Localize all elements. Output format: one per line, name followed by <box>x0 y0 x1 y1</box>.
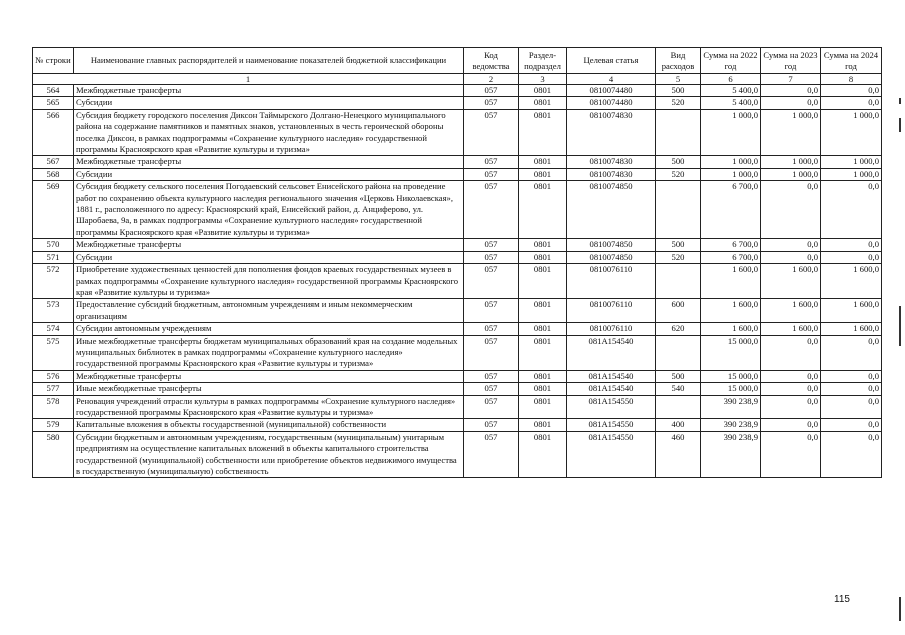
row-target-item: 081A154550 <box>567 395 656 419</box>
row-target-item: 0810074850 <box>567 251 656 263</box>
row-sum-2022: 5 400,0 <box>701 97 761 109</box>
row-section: 0801 <box>519 251 567 263</box>
row-name: Субсидии <box>74 168 464 180</box>
row-sum-2024: 1 600,0 <box>821 264 882 299</box>
row-department-code: 057 <box>464 395 519 419</box>
table-row <box>33 419 882 431</box>
row-sum-2022: 1 600,0 <box>701 299 761 323</box>
row-sum-2023: 1 000,0 <box>761 156 821 168</box>
row-target-item: 081A154540 <box>567 370 656 382</box>
row-section: 0801 <box>519 85 567 97</box>
row-number: 571 <box>33 251 74 263</box>
row-number: 566 <box>33 109 74 156</box>
row-name: Предоставление субсидий бюджетным, автономным учреждениям и иным некоммерческим организациям <box>74 299 464 323</box>
column-number: 8 <box>821 74 882 85</box>
header-expense-type: Вид расходов <box>656 48 701 74</box>
row-sum-2022: 15 000,0 <box>701 383 761 395</box>
table-row <box>33 370 882 382</box>
row-name: Субсидия бюджету городского поселения Диксон Таймырского Долгано-Ненецкого муниципального района на содержание памятников и памятных знаков, установленных в честь героической обороны поселка Диксон, в рамках подпрограммы «Сохранение культурного наследия» государственной программы Красноярского края «Развитие культуры и туризма» <box>74 109 464 156</box>
header-section: Раздел-подраздел <box>519 48 567 74</box>
scan-edge-mark <box>899 306 901 346</box>
row-department-code: 057 <box>464 168 519 180</box>
row-target-item: 0810074830 <box>567 156 656 168</box>
table-row <box>33 239 882 251</box>
row-section: 0801 <box>519 383 567 395</box>
row-sum-2024: 0,0 <box>821 239 882 251</box>
row-sum-2023: 0,0 <box>761 383 821 395</box>
row-sum-2023: 0,0 <box>761 251 821 263</box>
row-name: Субсидия бюджету сельского поселения Погодаевский сельсовет Енисейского района на проведение работ по сохранению объекта культурного наследия регионального значения «Церковь Николаевская», 1881 г., расположенного по адресу: Красноярский край, Енисейский район, д. Анциферово, ул. Шаробаева, 9а, в рамках подпрограммы «Сохранение культурного наследия» государственной программы Красноярского края «Развитие культуры и туризма» <box>74 181 464 239</box>
row-number: 572 <box>33 264 74 299</box>
row-target-item: 081A154540 <box>567 335 656 370</box>
row-department-code: 057 <box>464 431 519 478</box>
scan-edge-mark <box>899 98 901 104</box>
table-row <box>33 85 882 97</box>
column-number: 5 <box>656 74 701 85</box>
row-sum-2022: 5 400,0 <box>701 85 761 97</box>
row-section: 0801 <box>519 323 567 335</box>
row-sum-2023: 1 600,0 <box>761 299 821 323</box>
row-department-code: 057 <box>464 264 519 299</box>
row-department-code: 057 <box>464 383 519 395</box>
row-department-code: 057 <box>464 299 519 323</box>
row-expense-type: 540 <box>656 383 701 395</box>
row-department-code: 057 <box>464 323 519 335</box>
row-section: 0801 <box>519 181 567 239</box>
row-sum-2024: 1 600,0 <box>821 299 882 323</box>
row-sum-2024: 0,0 <box>821 419 882 431</box>
row-expense-type: 460 <box>656 431 701 478</box>
row-department-code: 057 <box>464 419 519 431</box>
row-department-code: 057 <box>464 97 519 109</box>
row-target-item: 0810074480 <box>567 85 656 97</box>
scan-edge-mark <box>899 597 901 621</box>
row-expense-type: 620 <box>656 323 701 335</box>
row-section: 0801 <box>519 395 567 419</box>
row-number: 576 <box>33 370 74 382</box>
row-target-item: 0810074480 <box>567 97 656 109</box>
row-sum-2023: 0,0 <box>761 370 821 382</box>
row-number: 577 <box>33 383 74 395</box>
row-sum-2023: 0,0 <box>761 85 821 97</box>
row-sum-2022: 1 000,0 <box>701 109 761 156</box>
row-sum-2024: 1 000,0 <box>821 156 882 168</box>
row-sum-2023: 1 600,0 <box>761 323 821 335</box>
row-section: 0801 <box>519 156 567 168</box>
table-row <box>33 335 882 370</box>
scan-edge-mark <box>899 118 901 132</box>
row-name: Субсидии <box>74 251 464 263</box>
row-sum-2024: 0,0 <box>821 251 882 263</box>
row-name: Субсидии бюджетным и автономным учреждениям, государственным (муниципальным) унитарным предприятиям на осуществление капитальных вложений в объекты капитального строительства государственной (муниципальной) собственности или приобретение объектов недвижимого имущества в государственную (муниципальную) собственность <box>74 431 464 478</box>
row-sum-2022: 390 238,9 <box>701 431 761 478</box>
row-section: 0801 <box>519 431 567 478</box>
row-number: 579 <box>33 419 74 431</box>
row-name: Реновация учреждений отрасли культуры в рамках подпрограммы «Сохранение культурного наследия» государственной программы Красноярского края «Развитие культуры и туризма» <box>74 395 464 419</box>
table-row <box>33 109 882 156</box>
row-section: 0801 <box>519 419 567 431</box>
row-expense-type <box>656 109 701 156</box>
row-sum-2023: 0,0 <box>761 239 821 251</box>
table-row <box>33 383 882 395</box>
column-number-row <box>33 74 882 85</box>
row-expense-type <box>656 181 701 239</box>
row-number: 568 <box>33 168 74 180</box>
row-department-code: 057 <box>464 156 519 168</box>
row-section: 0801 <box>519 370 567 382</box>
column-number: 6 <box>701 74 761 85</box>
header-row-number: № строки <box>33 48 74 74</box>
row-number: 564 <box>33 85 74 97</box>
row-expense-type: 520 <box>656 97 701 109</box>
table-row <box>33 168 882 180</box>
table-row <box>33 97 882 109</box>
row-department-code: 057 <box>464 239 519 251</box>
row-sum-2024: 0,0 <box>821 181 882 239</box>
row-number: 569 <box>33 181 74 239</box>
table-row <box>33 395 882 419</box>
page-number: 115 <box>834 594 850 605</box>
row-expense-type <box>656 335 701 370</box>
row-section: 0801 <box>519 168 567 180</box>
row-expense-type: 520 <box>656 251 701 263</box>
row-sum-2023: 0,0 <box>761 97 821 109</box>
row-expense-type: 520 <box>656 168 701 180</box>
row-name: Иные межбюджетные трансферты бюджетам муниципальных образований края на создание модельных муниципальных библиотек в рамках подпрограммы «Сохранение культурного наследия» государственной программы Красноярского края «Развитие культуры и туризма» <box>74 335 464 370</box>
row-sum-2022: 390 238,9 <box>701 419 761 431</box>
row-sum-2024: 1 000,0 <box>821 109 882 156</box>
row-expense-type: 500 <box>656 156 701 168</box>
row-section: 0801 <box>519 97 567 109</box>
row-target-item: 0810076110 <box>567 323 656 335</box>
row-expense-type: 600 <box>656 299 701 323</box>
table-row <box>33 181 882 239</box>
row-number: 567 <box>33 156 74 168</box>
row-expense-type <box>656 264 701 299</box>
header-sum-2022: Сумма на 2022 год <box>701 48 761 74</box>
row-section: 0801 <box>519 239 567 251</box>
row-sum-2023: 0,0 <box>761 335 821 370</box>
row-expense-type <box>656 395 701 419</box>
row-number: 570 <box>33 239 74 251</box>
row-sum-2022: 15 000,0 <box>701 370 761 382</box>
row-number: 580 <box>33 431 74 478</box>
row-expense-type: 500 <box>656 85 701 97</box>
row-sum-2023: 0,0 <box>761 395 821 419</box>
row-sum-2023: 1 000,0 <box>761 168 821 180</box>
row-target-item: 081A154550 <box>567 419 656 431</box>
row-section: 0801 <box>519 264 567 299</box>
header-sum-2024: Сумма на 2024 год <box>821 48 882 74</box>
row-target-item: 0810074830 <box>567 109 656 156</box>
column-number: 3 <box>519 74 567 85</box>
row-sum-2024: 0,0 <box>821 335 882 370</box>
column-number: 2 <box>464 74 519 85</box>
row-sum-2023: 0,0 <box>761 431 821 478</box>
row-sum-2024: 0,0 <box>821 395 882 419</box>
row-sum-2023: 1 000,0 <box>761 109 821 156</box>
row-name: Межбюджетные трансферты <box>74 239 464 251</box>
row-target-item: 0810074850 <box>567 239 656 251</box>
table-row <box>33 431 882 478</box>
row-sum-2022: 15 000,0 <box>701 335 761 370</box>
row-number: 578 <box>33 395 74 419</box>
header-name: Наименование главных распорядителей и наименование показателей бюджетной классификации <box>74 48 464 74</box>
row-sum-2024: 0,0 <box>821 85 882 97</box>
header-department-code: Код ведомства <box>464 48 519 74</box>
row-name: Приобретение художественных ценностей для пополнения фондов краевых государственных музеев в рамках подпрограммы «Сохранение культурного наследия» государственной программы Красноярского края «Развитие культуры и туризма» <box>74 264 464 299</box>
row-sum-2022: 390 238,9 <box>701 395 761 419</box>
row-section: 0801 <box>519 109 567 156</box>
row-number: 565 <box>33 97 74 109</box>
row-sum-2022: 1 600,0 <box>701 323 761 335</box>
row-department-code: 057 <box>464 85 519 97</box>
row-expense-type: 500 <box>656 370 701 382</box>
row-expense-type: 500 <box>656 239 701 251</box>
column-number: 1 <box>33 74 464 85</box>
row-sum-2022: 1 000,0 <box>701 156 761 168</box>
row-target-item: 0810076110 <box>567 299 656 323</box>
header-target-item: Целевая статья <box>567 48 656 74</box>
row-sum-2023: 1 600,0 <box>761 264 821 299</box>
row-department-code: 057 <box>464 335 519 370</box>
row-sum-2024: 0,0 <box>821 370 882 382</box>
table-row <box>33 299 882 323</box>
header-sum-2023: Сумма на 2023 год <box>761 48 821 74</box>
column-number: 7 <box>761 74 821 85</box>
row-name: Межбюджетные трансферты <box>74 85 464 97</box>
table-row <box>33 264 882 299</box>
row-expense-type: 400 <box>656 419 701 431</box>
row-target-item: 081A154550 <box>567 431 656 478</box>
row-name: Субсидии автономным учреждениям <box>74 323 464 335</box>
row-sum-2023: 0,0 <box>761 419 821 431</box>
row-sum-2024: 0,0 <box>821 97 882 109</box>
row-target-item: 0810074850 <box>567 181 656 239</box>
row-number: 574 <box>33 323 74 335</box>
row-department-code: 057 <box>464 181 519 239</box>
row-department-code: 057 <box>464 251 519 263</box>
budget-table <box>32 47 882 478</box>
table-row <box>33 323 882 335</box>
row-name: Иные межбюджетные трансферты <box>74 383 464 395</box>
table-row <box>33 156 882 168</box>
row-sum-2024: 1 000,0 <box>821 168 882 180</box>
row-section: 0801 <box>519 335 567 370</box>
row-sum-2022: 6 700,0 <box>701 239 761 251</box>
row-sum-2024: 1 600,0 <box>821 323 882 335</box>
row-sum-2024: 0,0 <box>821 383 882 395</box>
row-section: 0801 <box>519 299 567 323</box>
row-sum-2022: 1 600,0 <box>701 264 761 299</box>
column-number: 4 <box>567 74 656 85</box>
row-name: Межбюджетные трансферты <box>74 370 464 382</box>
table-header-row <box>33 48 882 74</box>
row-sum-2022: 6 700,0 <box>701 181 761 239</box>
row-number: 575 <box>33 335 74 370</box>
row-name: Субсидии <box>74 97 464 109</box>
row-sum-2022: 6 700,0 <box>701 251 761 263</box>
row-name: Капитальные вложения в объекты государственной (муниципальной) собственности <box>74 419 464 431</box>
row-target-item: 0810074830 <box>567 168 656 180</box>
table-row <box>33 251 882 263</box>
row-sum-2024: 0,0 <box>821 431 882 478</box>
row-sum-2023: 0,0 <box>761 181 821 239</box>
row-name: Межбюджетные трансферты <box>74 156 464 168</box>
row-target-item: 081A154540 <box>567 383 656 395</box>
row-sum-2022: 1 000,0 <box>701 168 761 180</box>
row-number: 573 <box>33 299 74 323</box>
row-target-item: 0810076110 <box>567 264 656 299</box>
row-department-code: 057 <box>464 370 519 382</box>
row-department-code: 057 <box>464 109 519 156</box>
